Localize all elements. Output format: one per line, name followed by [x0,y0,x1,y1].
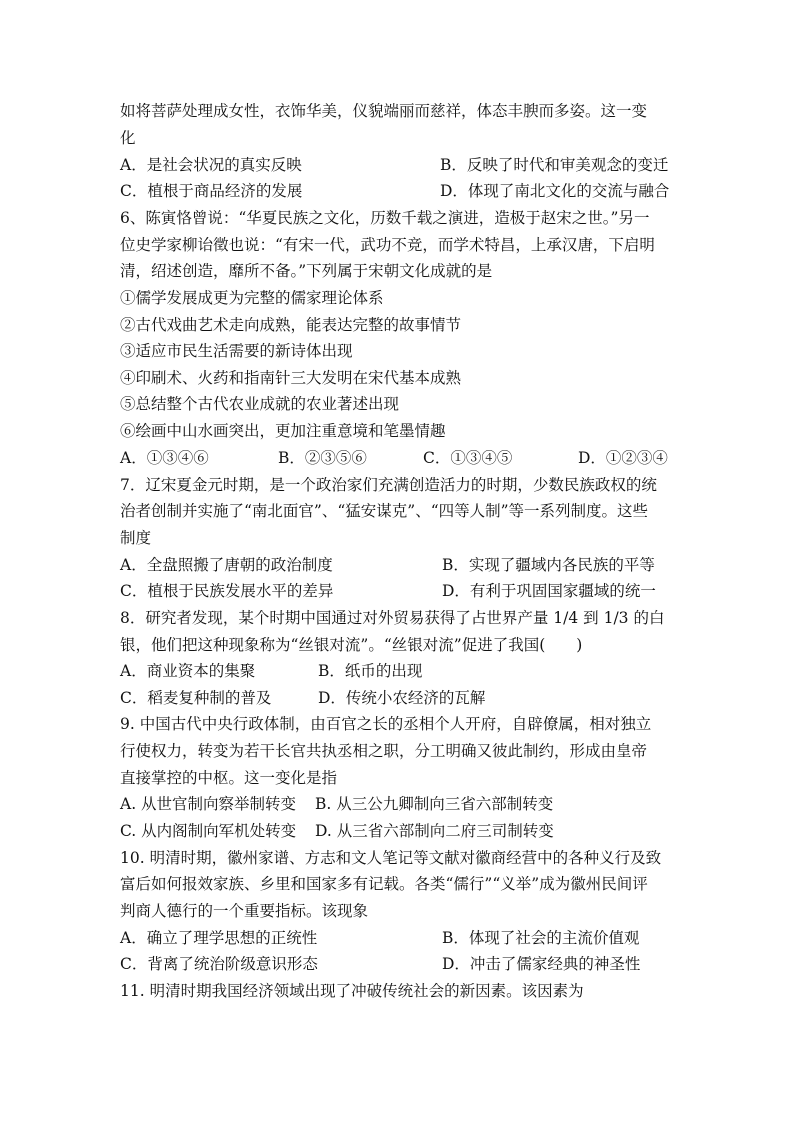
option-5d: D．体现了南北文化的交流与融合 [440,182,670,200]
question-6-item: ⑤总结整个古代农业成就的农业著述出现 [120,395,400,413]
question-7-stem-line: 制度 [120,529,152,547]
option-6d: D．①②③④ [578,449,668,467]
question-11-stem-line: 11. 明清时期我国经济领域出现了冲破传统社会的新因素。该因素为 [120,982,584,1000]
question-10-stem-line: 判商人德行的一个重要指标。该现象 [120,902,369,920]
question-6-item: ③适应市民生活需要的新诗体出现 [120,342,353,360]
option-9a: A. 从世官制向察举制转变 [120,795,297,813]
option-7a: A．全盘照搬了唐朝的政治制度 [120,556,333,574]
option-9c: C. 从内阁制向军机处转变 [120,822,297,840]
option-8b: B．纸币的出现 [318,662,423,680]
option-8d: D．传统小农经济的瓦解 [318,689,486,707]
option-9d: D. 从三省六部制向二府三司制转变 [315,822,554,840]
option-5b: B．反映了时代和审美观念的变迁 [440,156,669,174]
question-9-stem-line: 直接掌控的中枢。这一变化是指 [120,769,338,787]
question-6-item: ②古代戏曲艺术走向成熟，能表达完整的故事情节 [120,316,462,334]
option-7b: B．实现了疆域内各民族的平等 [442,556,655,574]
question-10-stem-line: 10. 明清时期，徽州家谱、方志和文人笔记等文献对徽商经营中的各种义行及致 [120,849,662,867]
option-8c: C．稻麦复种制的普及 [120,689,272,707]
question-6-item: ④印刷术、火药和指南针三大发明在宋代基本成熟 [120,369,462,387]
option-5c: C．植根于商品经济的发展 [120,182,303,200]
question-7-stem-line: 7．辽宋夏金元时期，是一个政治家们充满创造活力的时期，少数民族政权的统 [120,476,657,494]
option-5a: A．是社会状况的真实反映 [120,156,302,174]
question-8-stem-line: 银，他们把这种现象称为“丝银对流”。“丝银对流”促进了我国( ) [120,636,583,654]
option-10d: D．冲击了儒家经典的神圣性 [442,955,641,973]
question-10-stem-line: 富后如何报效家族、乡里和国家多有记载。各类“儒行”“义举”成为徽州民间评 [120,875,648,893]
question-5-stem-line: 化 [120,129,136,147]
question-6-stem-line: 6、陈寅恪曾说：“华夏民族之文化，历数千载之演进，造极于赵宋之世。”另一 [120,209,650,227]
option-10a: A．确立了理学思想的正统性 [120,929,318,947]
option-6c: C．①③④⑤ [423,449,513,467]
option-7c: C．植根于民族发展水平的差异 [120,582,334,600]
option-10b: B．体现了社会的主流价值观 [442,929,640,947]
option-6b: B．②③⑤⑥ [278,449,367,467]
question-6-item: ①儒学发展成更为完整的儒家理论体系 [120,289,384,307]
question-7-stem-line: 治者创制并实施了“南北面官”、“猛安谋克”、“四等人制”等一系列制度。这些 [120,502,649,520]
question-6-item: ⑥绘画中山水画突出，更加注重意境和笔墨情趣 [120,422,446,440]
question-8-stem-line: 8．研究者发现，某个时期中国通过对外贸易获得了占世界产量 1/4 到 1/3 的白 [120,609,665,627]
option-6a: A．①③④⑥ [120,449,209,467]
option-9b: B. 从三公九卿制向三省六部制转变 [315,795,554,813]
question-9-stem-line: 9. 中国古代中央行政体制，由百官之长的丞相个人开府，自辟僚属，相对独立 [120,715,652,733]
option-10c: C．背离了统治阶级意识形态 [120,955,318,973]
option-8a: A．商业资本的集聚 [120,662,256,680]
question-5-stem-line: 如将菩萨处理成女性，衣饰华美，仪貌端丽而慈祥，体态丰腴而多姿。这一变 [120,102,648,120]
question-6-stem-line: 清，绍述创造，靡所不备。”下列属于宋朝文化成就的是 [120,262,493,280]
question-6-stem-line: 位史学家柳诒徵也说：“有宋一代，武功不竞，而学术特昌，上承汉唐，下启明 [120,236,655,254]
question-9-stem-line: 行使权力，转变为若干长官共执丞相之职，分工明确又彼此制约，形成由皇帝 [120,742,648,760]
option-7d: D．有利于巩固国家疆域的统一 [442,582,656,600]
